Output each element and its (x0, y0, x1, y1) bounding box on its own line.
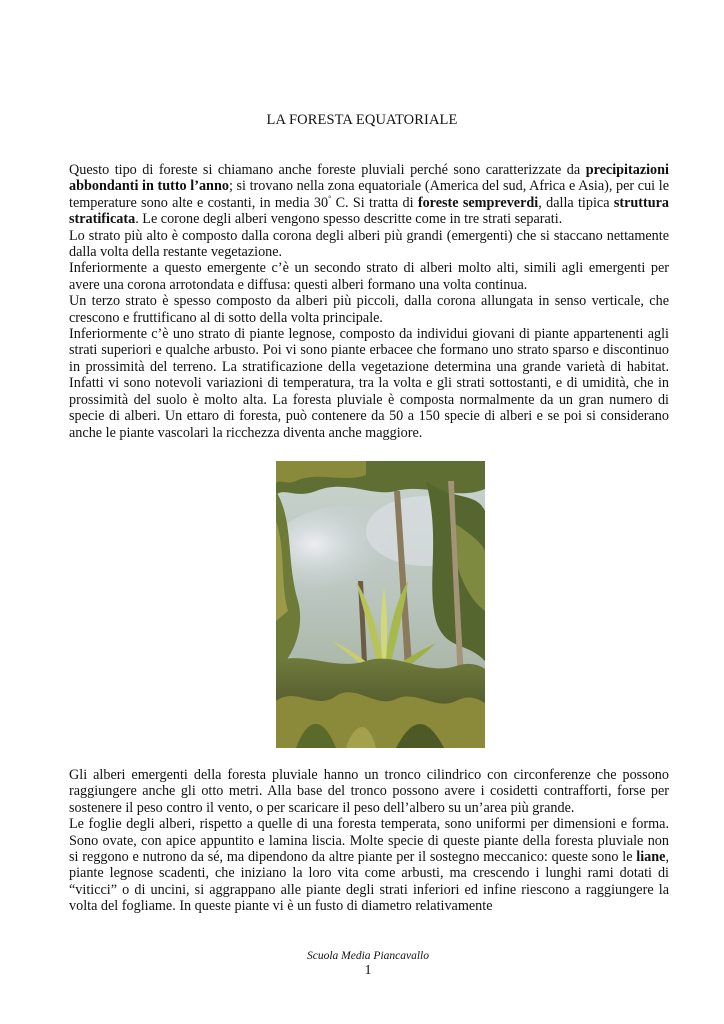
text-run: ; si trovano nella zona equatoriale (America del sud, Africa e Asia), per cui le temperature sono alte e costanti, in media 30 (69, 178, 669, 211)
degree-symbol: ° (328, 193, 332, 203)
text-run: . Le corone degli alberi vengono spesso descritte come in tre strati separati. (135, 211, 563, 228)
page-title: LA FORESTA EQUATORIALE (266, 112, 458, 128)
text-run: Le foglie degli alberi, rispetto a quelle di una foresta temperata, sono uniformi per dimensioni e forma. Sono ovate, con apice appuntito e lamina liscia. Molte specie di queste piante della foresta pluviale non si reggono e nutrono da sé, ma dipendono da altre piante per il sostegno meccanico: queste sono le (69, 816, 669, 866)
text-run: Questo tipo di foreste si chiamano anche foreste pluviali perché sono caratterizzate da (69, 162, 586, 178)
page-number: 1 (364, 963, 372, 978)
bold-struttura: struttura stratificata (69, 194, 669, 228)
rainforest-photo (276, 461, 485, 748)
text-run: C. Si tratta di (331, 194, 418, 211)
paragraph-foglie (69, 816, 669, 914)
paragraph-tronco: Gli alberi emergenti della foresta pluviale hanno un tronco cilindrico con circonferenze che possono raggiungere anche gli otto metri. Alla base del tronco possono avere i cosidetti contrafforti, forse per sostenere il peso contro il vento, o per scaricare il peso dell’albero su un’area più grande. (69, 767, 669, 816)
text-run: , piante legnose scadenti, che iniziano la loro vita come arbusti, ma crescendo i lunghi rami dotati di “viticci” o di uncini, si aggrappano alle piante degli strati inferiori ed infine riescono a raggiungere la volta del fogliame. In queste piante vi è un fusto di diametro relativamente (69, 849, 669, 915)
bold-precipitazioni: precipitazioni abbondanti in tutto l’anno (69, 162, 669, 195)
paragraph-terzo-strato: Un terzo strato è spesso composto da alberi più piccoli, dalla corona allungata in senso verticale, che crescono e fruttificano al di sotto della volta principale. (69, 293, 669, 326)
bold-liane: liane (636, 849, 666, 866)
footer-school: Scuola Media Piancavallo (307, 950, 429, 962)
paragraph-strato-legnoso: Inferiormente c’è uno strato di piante legnose, composto da individui giovani di piante appartenenti agli strati superiori e qualche arbusto. Poi vi sono piante erbacee che formano uno strato sparso e discontinuo in prossimità del terreno. La stratificazione della vegetazione determina una grande varietà di habitat. Infatti vi sono notevoli variazioni di temperatura, tra la volta e gli strati sottostanti, e di umidità, che in prossimità del suolo è molto alta. La foresta pluviale è composta normalmente da un gran numero di specie di alberi. Un ettaro di foresta, può contenere da 50 a 150 specie di alberi e se poi si considerano anche le piante vascolari la ricchezza diventa anche maggiore. (69, 326, 669, 441)
page-footer (0, 950, 724, 979)
text-run: , dalla tipica (538, 194, 614, 211)
paragraph-intro (69, 162, 669, 228)
paragraph-strato-alto: Lo strato più alto è composto dalla corona degli alberi più grandi (emergenti) che si staccano nettamente dalla volta della restante vegetazione. (69, 227, 669, 261)
text-block-intro (69, 162, 669, 441)
text-block-second (69, 767, 669, 915)
paragraph-secondo-strato: Inferiormente a questo emergente c’è un secondo strato di alberi molto alti, simili agli emergenti per avere una corona arrotondata e diffusa: questi alberi formano una volta continua. (69, 260, 669, 293)
bold-sempreverdi: foreste sempreverdi (417, 194, 539, 211)
